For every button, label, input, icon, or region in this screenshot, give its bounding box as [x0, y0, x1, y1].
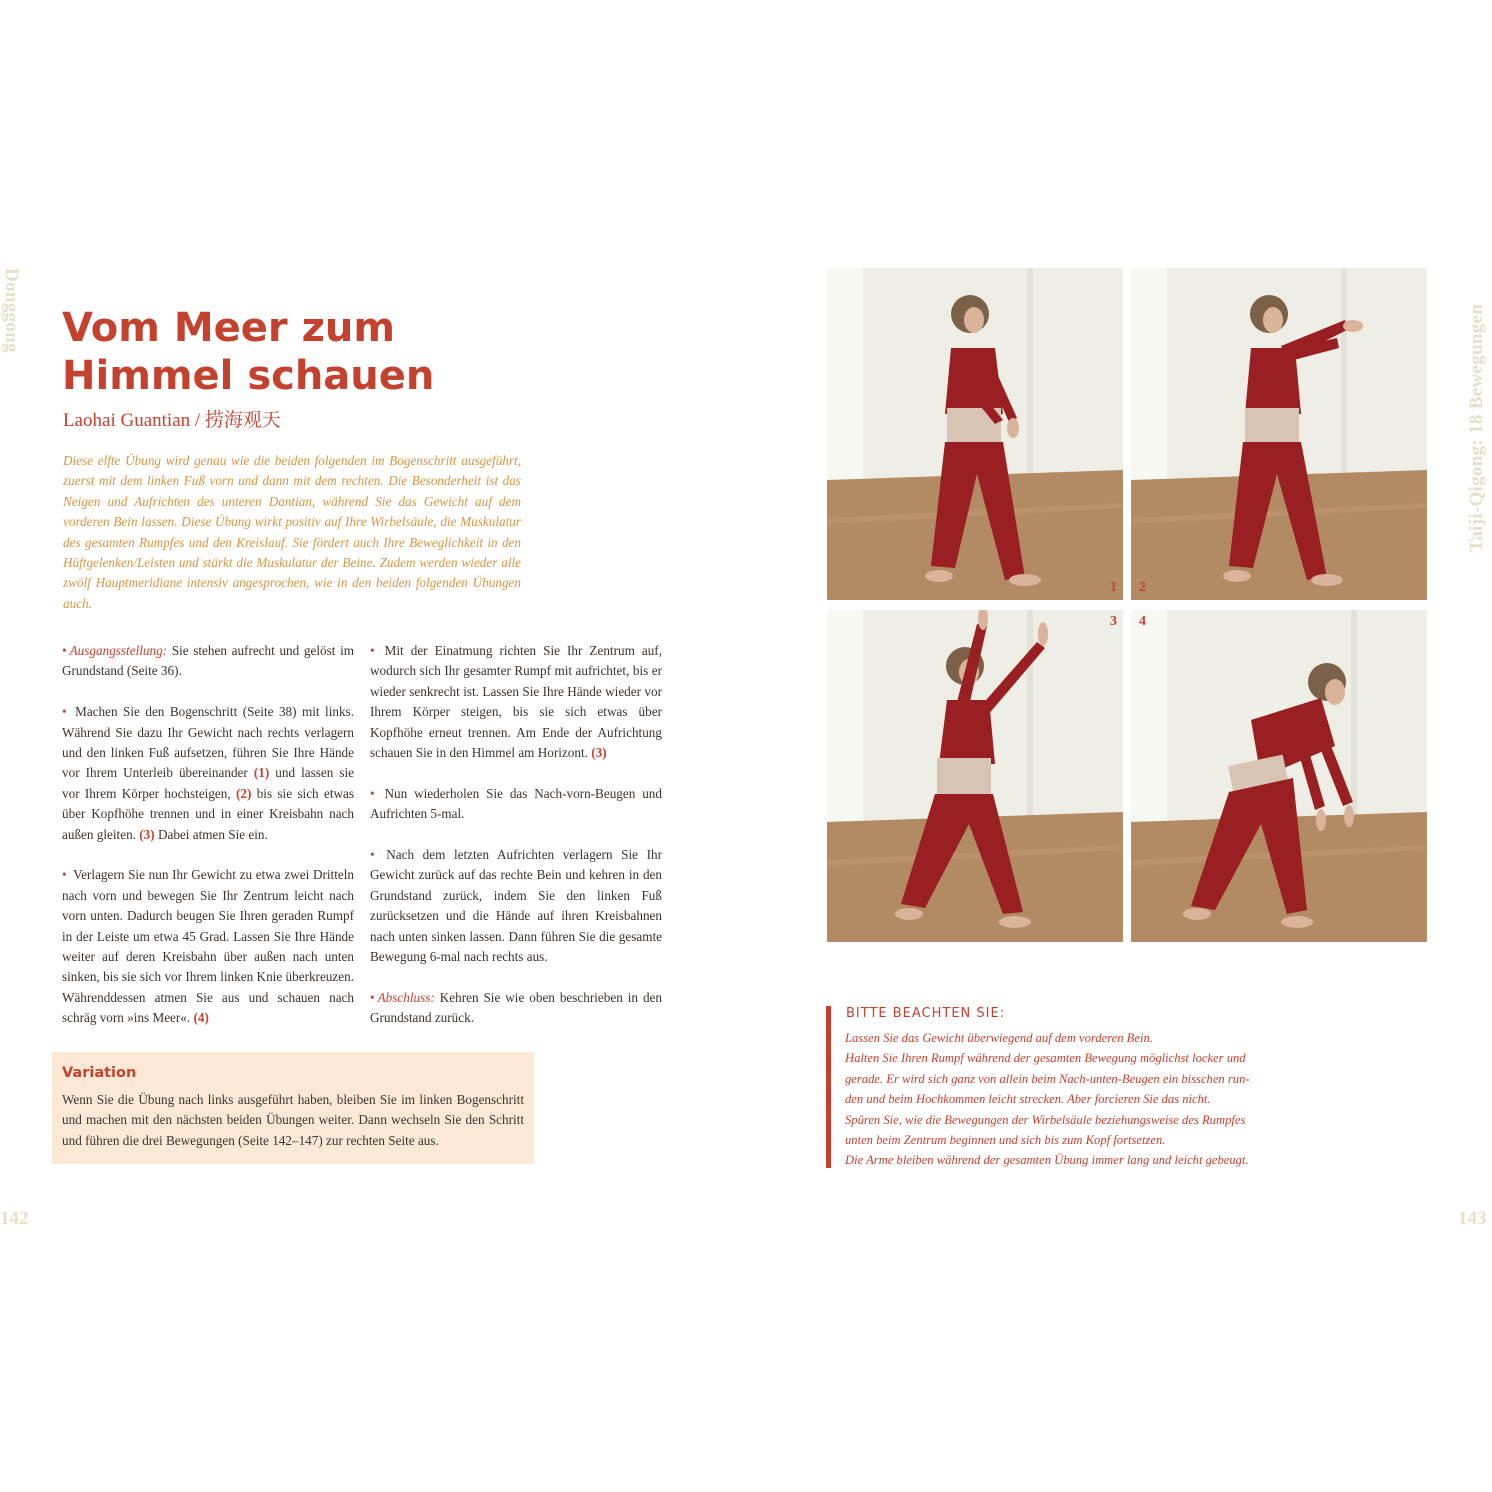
- note-line: Die Arme bleiben während der gesamten Übung immer lang und leicht gebeugt.: [845, 1153, 1249, 1168]
- variation-heading: Variation: [62, 1065, 137, 1081]
- paragraph-step-5: • Nach dem letzten Aufrichten verlagern Sie Ihr Gewicht zurück auf das rechte Bein und kehren in den Grundstand zurück, indem Sie den linken Fuß zurücksetzen und die Hände auf ihren Kreisbahnen nach unten sinken lassen. Dann führen Sie die gesamte Bewegung 6-mal nach rechts aus.: [370, 847, 662, 965]
- note-line: gerade. Er wird sich ganz von allein beim Nach-unten-Beugen ein bisschen run-: [845, 1071, 1250, 1086]
- bullet-icon: •: [62, 867, 67, 883]
- section-label-right: Taiji-Qigong: 18 Bewegungen: [1466, 303, 1487, 552]
- bullet-icon: •: [370, 785, 375, 801]
- bullet-icon: •: [62, 643, 67, 658]
- paragraph-finish: • Abschluss: Kehren Sie wie oben beschrieben in den Grundstand zurück.: [370, 989, 662, 1026]
- photo-ref: (4): [193, 1010, 209, 1026]
- page-title: Vom Meer zum Himmel schauen: [62, 305, 435, 399]
- exercise-photo-3: [827, 610, 1123, 942]
- photo-ref: (3): [139, 826, 155, 842]
- bullet-icon: •: [62, 704, 67, 720]
- note-line: unten beim Zentrum beginnen und sich bis zum Kopf fortsetzen.: [845, 1133, 1166, 1148]
- note-line: den und beim Hochkommen leicht strecken. Aber forcieren Sie das nicht.: [845, 1092, 1211, 1107]
- photo-ref: (3): [591, 745, 607, 761]
- note-heading: BITTE BEACHTEN SIE:: [846, 1006, 1006, 1021]
- exercise-photo-2: [1131, 268, 1427, 600]
- section-label-left: Donggong: [1, 268, 22, 353]
- note-line: Lassen Sie das Gewicht überwiegend auf dem vorderen Bein.: [845, 1031, 1153, 1045]
- note-line: Halten Sie Ihren Rumpf während der gesamten Bewegung möglichst locker und: [845, 1051, 1246, 1066]
- bullet-icon: •: [370, 847, 375, 863]
- bullet-icon: •: [370, 989, 375, 1005]
- photo-number: 4: [1139, 614, 1146, 629]
- subtitle: Laohai Guantian / 捞海观天: [63, 410, 281, 431]
- photo-ref: (1): [253, 765, 270, 781]
- photo-number: 1: [1110, 580, 1117, 595]
- variation-text: Wenn Sie die Übung nach links ausgeführt haben, bleiben Sie im linken Bogenschritt und machen mit den nächsten beiden Übungen weiter. Dann wechseln Sie den Schritt und führen die drei Bewegungen (Seite 142–147) zur rechten Seite aus.: [62, 1092, 524, 1148]
- note-body: [845, 1028, 1285, 1171]
- paragraph-step-1: • Machen Sie den Bogenschritt (Seite 38) mit links. Während Sie dazu Ihr Gewicht nach rechts verlagern und den linken Fuß aufsetzen, führen Sie Ihre Hände vor Ihrem Unterleib übereinander (1) und lassen sie vor Ihrem Körper hochsteigen, (2) bis sie sich etwas über Kopfhöhe trennen und in einer Kreisbahn nach außen gleiten. (3) Dabei atmen Sie ein.: [62, 704, 354, 842]
- photo-number: 2: [1139, 580, 1146, 595]
- page-number-right: 143: [1458, 1208, 1487, 1229]
- paragraph-step-3: • Mit der Einatmung richten Sie Ihr Zentrum auf, wodurch sich Ihr gesamter Rumpf mit aufrichtet, bis er wieder senkrecht ist. Lassen Sie Ihre Hände wieder vor Ihrem Körper steigen, bis sie sich etwas über Kopfhöhe erneut trennen. Am Ende der Aufrichtung schauen Sie in den Himmel am Horizont. (3): [370, 643, 662, 761]
- exercise-photo-1: [827, 268, 1123, 600]
- text-column-1: [62, 641, 354, 1049]
- paragraph-step-2: • Verlagern Sie nun Ihr Gewicht zu etwa zwei Dritteln nach vorn und bewegen Sie Ihr Zentrum leicht nach vorn unten. Dadurch beugen Sie Ihren geraden Rumpf in der Leiste um etwa 45 Grad. Lassen Sie Ihre Hände weiter auf deren Kreisbahn über außen nach unten sinken, bis sie sich vor Ihrem linken Knie überkreuzen. Währenddessen atmen Sie aus und schauen nach schräg vorn »ins Meer«. (4): [62, 867, 354, 1026]
- intro-paragraph: Diese elfte Übung wird genau wie die beiden folgenden im Bogenschritt ausgeführt, zuerst mit dem linken Fuß vorn und dann mit dem rechten. Die Besonderheit ist das Neigen und Aufrichten des unteren Dantian, während Sie das Gewicht auf dem vorderen Bein lassen. Diese Übung wirkt positiv auf Ihre Wirbelsäule, die Muskulatur des gesamten Rumpfes und den Kreislauf. Sie fördert auch Ihre Beweglichkeit in den Hüftgelenken/Leisten und stärkt die Muskulatur der Beine. Zudem werden wieder alle zwölf Hauptmeridiane intensiv angesprochen, wie in den beiden folgenden Übungen auch.: [63, 453, 521, 611]
- note-accent-bar: [826, 1006, 831, 1168]
- paragraph-step-4: • Nun wiederholen Sie das Nach-vorn-Beugen und Aufrichten 5-mal.: [370, 785, 662, 822]
- photo-ref: (2): [236, 785, 252, 801]
- exercise-photo-4: [1131, 610, 1427, 942]
- page-number-left: 142: [0, 1208, 29, 1229]
- text-column-2: [370, 641, 662, 1049]
- note-line: Spüren Sie, wie die Bewegungen der Wirbelsäule beziehungsweise des Rumpfes: [845, 1112, 1246, 1127]
- paragraph-start-position: • Ausgangsstellung: Sie stehen aufrecht und gelöst im Grundstand (Seite 36).: [62, 643, 354, 679]
- bullet-icon: •: [370, 643, 375, 658]
- photo-number: 3: [1110, 614, 1117, 629]
- variation-box: [52, 1052, 534, 1164]
